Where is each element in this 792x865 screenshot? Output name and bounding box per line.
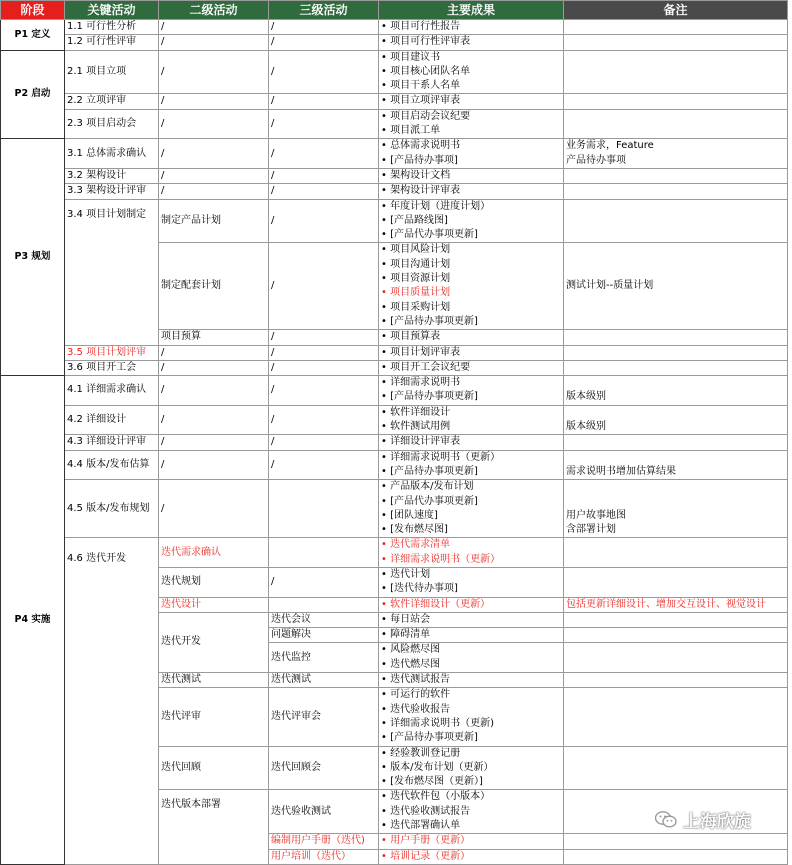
header-note: 备注 bbox=[564, 1, 788, 20]
main-output: • 详细需求说明书（更新） • [产品待办事项更新] bbox=[379, 450, 564, 480]
key-activity: 4.1 详细需求确认 bbox=[65, 376, 159, 406]
main-output: • 项目可行性评审表 bbox=[379, 35, 564, 50]
level2-activity: / bbox=[159, 139, 269, 169]
watermark-text: 上海欣旋 bbox=[683, 811, 751, 832]
level3-activity: / bbox=[269, 35, 379, 50]
note bbox=[564, 849, 788, 864]
level3-activity: / bbox=[269, 168, 379, 183]
watermark bbox=[655, 806, 751, 832]
level3-activity: 迭代验收测试 bbox=[269, 790, 379, 834]
table-row bbox=[1, 435, 788, 450]
level2-activity: / bbox=[159, 405, 269, 435]
header-key-activity: 关键活动 bbox=[65, 1, 159, 20]
level3-activity: 用户培训（迭代） bbox=[269, 849, 379, 864]
level2-activity: 迭代设计 bbox=[159, 597, 269, 612]
phase-p3: P3 规划 bbox=[1, 139, 65, 376]
table-row bbox=[1, 94, 788, 109]
key-activity: 4.3 详细设计评审 bbox=[65, 435, 159, 450]
main-output: • 用户手册（更新） bbox=[379, 834, 564, 849]
key-activity: 3.1 总体需求确认 bbox=[65, 139, 159, 169]
main-output: • 项目立项评审表 bbox=[379, 94, 564, 109]
note bbox=[564, 688, 788, 746]
main-output: • 迭代测试报告 bbox=[379, 673, 564, 688]
note: 版本级别 bbox=[564, 405, 788, 435]
table-row bbox=[1, 20, 788, 35]
level2-activity: 迭代开发 bbox=[159, 612, 269, 672]
table-header-row bbox=[1, 1, 788, 20]
level3-activity: / bbox=[269, 405, 379, 435]
table-row bbox=[1, 168, 788, 183]
note bbox=[564, 435, 788, 450]
level2-activity: / bbox=[159, 376, 269, 406]
main-output: • 软件详细设计 • 软件测试用例 bbox=[379, 405, 564, 435]
level2-activity: / bbox=[159, 360, 269, 375]
level2-activity: / bbox=[159, 184, 269, 199]
level2-activity: 迭代需求确认 bbox=[159, 538, 269, 568]
phase-p1: P1 定义 bbox=[1, 20, 65, 51]
main-output: • 架构设计评审表 bbox=[379, 184, 564, 199]
note bbox=[564, 834, 788, 849]
main-output: • 详细设计评审表 bbox=[379, 435, 564, 450]
key-activity: 4.6 迭代开发 bbox=[65, 538, 159, 865]
level3-activity: 编制用户手册（迭代) bbox=[269, 834, 379, 849]
level3-activity: 问题解决 bbox=[269, 628, 379, 643]
note bbox=[564, 673, 788, 688]
main-output: • 每日站会 bbox=[379, 612, 564, 627]
level3-activity: 迭代评审会 bbox=[269, 688, 379, 746]
main-output: • 年度计划（进度计划） • [产品路线图] • [产品代办事项更新] bbox=[379, 199, 564, 243]
note bbox=[564, 199, 788, 243]
note: 包括更新详细设计、增加交互设计、视觉设计 bbox=[564, 597, 788, 612]
main-output: • 产品版本/发布计划 • [产品代办事项更新] • [团队速度] • [发布燃尽图] bbox=[379, 480, 564, 538]
level3-activity: 迭代测试 bbox=[269, 673, 379, 688]
note bbox=[564, 567, 788, 597]
main-output: • 可运行的软件 • 迭代验收报告 • 详细需求说明书（更新) • [产品待办事项更新] bbox=[379, 688, 564, 746]
note bbox=[564, 330, 788, 345]
level3-activity: 迭代回顾会 bbox=[269, 746, 379, 790]
level3-activity bbox=[269, 597, 379, 612]
note bbox=[564, 184, 788, 199]
key-activity: 2.2 立项评审 bbox=[65, 94, 159, 109]
table-row bbox=[1, 199, 788, 243]
header-stage: 阶段 bbox=[1, 1, 65, 20]
table-row bbox=[1, 360, 788, 375]
table-row bbox=[1, 345, 788, 360]
main-output: • 架构设计文档 bbox=[379, 168, 564, 183]
key-activity: 4.5 版本/发布规划 bbox=[65, 480, 159, 538]
table-row bbox=[1, 480, 788, 538]
main-output: • 项目风险计划 • 项目沟通计划 • 项目资源计划 • 项目质量计划 • 项目采购计划 • [产品待办事项更新] bbox=[379, 243, 564, 330]
level2-activity: / bbox=[159, 35, 269, 50]
note bbox=[564, 20, 788, 35]
table-row bbox=[1, 35, 788, 50]
note bbox=[564, 628, 788, 643]
note bbox=[564, 538, 788, 568]
note bbox=[564, 109, 788, 139]
header-level2-activity: 二级活动 bbox=[159, 1, 269, 20]
level3-activity: / bbox=[269, 20, 379, 35]
note bbox=[564, 50, 788, 94]
level3-activity bbox=[269, 538, 379, 568]
main-output: • 障碍清单 bbox=[379, 628, 564, 643]
level2-activity: / bbox=[159, 109, 269, 139]
main-output: • 项目计划评审表 bbox=[379, 345, 564, 360]
level2-activity: 迭代回顾 bbox=[159, 746, 269, 790]
main-output: • 经验教训登记册 • 版本/发布计划（更新） • [发布燃尽图（更新）] bbox=[379, 746, 564, 790]
main-output: • 项目建议书 • 项目核心团队名单 • 项目干系人名单 bbox=[379, 50, 564, 94]
level3-activity: / bbox=[269, 435, 379, 450]
note bbox=[564, 360, 788, 375]
table-row bbox=[1, 538, 788, 568]
main-output: • 培训记录（更新） bbox=[379, 849, 564, 864]
level2-activity: / bbox=[159, 50, 269, 94]
key-activity: 1.2 可行性评审 bbox=[65, 35, 159, 50]
level3-activity: / bbox=[269, 345, 379, 360]
level3-activity: / bbox=[269, 450, 379, 480]
main-output: • 详细需求说明书 • [产品待办事项更新] bbox=[379, 376, 564, 406]
note: 业务需求，Feature 产品待办事项 bbox=[564, 139, 788, 169]
table-row bbox=[1, 109, 788, 139]
level2-activity: / bbox=[159, 345, 269, 360]
main-output: • 软件详细设计（更新） bbox=[379, 597, 564, 612]
note bbox=[564, 168, 788, 183]
phase-p4: P4 实施 bbox=[1, 376, 65, 865]
level3-activity: / bbox=[269, 243, 379, 330]
level2-activity: / bbox=[159, 450, 269, 480]
phase-p2: P2 启动 bbox=[1, 50, 65, 139]
table-row bbox=[1, 184, 788, 199]
note bbox=[564, 35, 788, 50]
key-activity: 4.2 详细设计 bbox=[65, 405, 159, 435]
main-output: • 项目启动会议纪要 • 项目派工单 bbox=[379, 109, 564, 139]
level3-activity: / bbox=[269, 567, 379, 597]
table-row bbox=[1, 376, 788, 406]
level3-activity: / bbox=[269, 50, 379, 94]
level3-activity bbox=[269, 480, 379, 538]
level3-activity: / bbox=[269, 330, 379, 345]
main-output: • 迭代计划 • [迭代待办事项] bbox=[379, 567, 564, 597]
level3-activity: / bbox=[269, 109, 379, 139]
note: 版本级别 bbox=[564, 376, 788, 406]
note: 测试计划--质量计划 bbox=[564, 243, 788, 330]
key-activity: 2.3 项目启动会 bbox=[65, 109, 159, 139]
main-output: • 项目预算表 bbox=[379, 330, 564, 345]
main-output: • 项目开工会议纪要 bbox=[379, 360, 564, 375]
level2-activity: 迭代规划 bbox=[159, 567, 269, 597]
level3-activity: 迭代会议 bbox=[269, 612, 379, 627]
table-row bbox=[1, 50, 788, 94]
key-activity: 4.4 版本/发布估算 bbox=[65, 450, 159, 480]
key-activity: 3.3 架构设计评审 bbox=[65, 184, 159, 199]
note bbox=[564, 94, 788, 109]
key-activity: 3.4 项目计划制定 bbox=[65, 199, 159, 345]
level2-activity: 迭代版本部署 bbox=[159, 790, 269, 864]
table-row bbox=[1, 405, 788, 435]
level3-activity: 迭代监控 bbox=[269, 643, 379, 673]
key-activity: 1.1 可行性分析 bbox=[65, 20, 159, 35]
header-level3-activity: 三级活动 bbox=[269, 1, 379, 20]
main-output: • 迭代软件包（小版本） • 迭代验收测试报告 • 迭代部署确认单 bbox=[379, 790, 564, 834]
level2-activity: / bbox=[159, 480, 269, 538]
note bbox=[564, 345, 788, 360]
level2-activity: 项目预算 bbox=[159, 330, 269, 345]
level3-activity: / bbox=[269, 360, 379, 375]
key-activity: 2.1 项目立项 bbox=[65, 50, 159, 94]
main-output: • 风险燃尽图 • 迭代燃尽图 bbox=[379, 643, 564, 673]
level3-activity: / bbox=[269, 199, 379, 243]
level3-activity: / bbox=[269, 376, 379, 406]
note: 需求说明书增加估算结果 bbox=[564, 450, 788, 480]
note bbox=[564, 746, 788, 790]
main-output: • 项目可行性报告 bbox=[379, 20, 564, 35]
header-main-output: 主要成果 bbox=[379, 1, 564, 20]
level2-activity: / bbox=[159, 168, 269, 183]
note bbox=[564, 643, 788, 673]
main-output: • 总体需求说明书 • [产品待办事项] bbox=[379, 139, 564, 169]
level2-activity: 制定配套计划 bbox=[159, 243, 269, 330]
key-activity: 3.2 架构设计 bbox=[65, 168, 159, 183]
level3-activity: / bbox=[269, 94, 379, 109]
level2-activity: 制定产品计划 bbox=[159, 199, 269, 243]
table-row bbox=[1, 139, 788, 169]
level2-activity: / bbox=[159, 94, 269, 109]
table-row bbox=[1, 450, 788, 480]
level2-activity: / bbox=[159, 20, 269, 35]
key-activity: 3.5 项目计划评审 bbox=[65, 345, 159, 360]
level2-activity: 迭代测试 bbox=[159, 673, 269, 688]
wechat-icon bbox=[655, 811, 677, 828]
level2-activity: 迭代评审 bbox=[159, 688, 269, 746]
level3-activity: / bbox=[269, 184, 379, 199]
key-activity: 3.6 项目开工会 bbox=[65, 360, 159, 375]
note: 用户故事地图 含部署计划 bbox=[564, 480, 788, 538]
level3-activity: / bbox=[269, 139, 379, 169]
note bbox=[564, 612, 788, 627]
main-output: • 迭代需求清单 • 详细需求说明书（更新） bbox=[379, 538, 564, 568]
level2-activity: / bbox=[159, 435, 269, 450]
